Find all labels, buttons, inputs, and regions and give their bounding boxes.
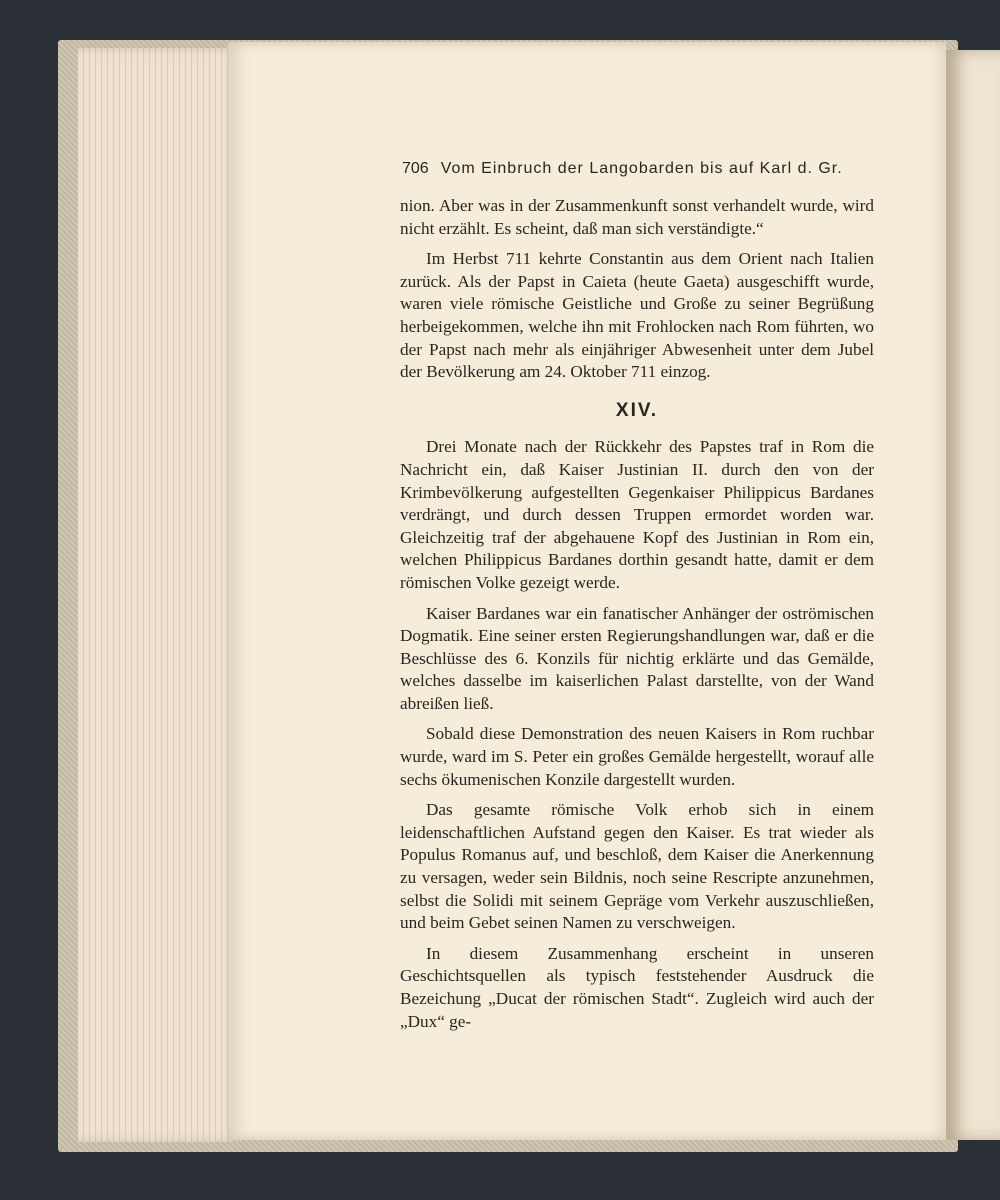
running-head [402, 160, 872, 178]
paragraph: In diesem Zusammenhang erscheint in unseren Geschichtsquellen als typisch feststehender Ausdruck die Bezeichung „Ducat der römischen Stadt“. Zugleich wird auch der „Dux“ ge- [400, 943, 874, 1031]
paragraph: Das gesamte römische Volk erhob sich in einem leidenschaftlichen Aufstand gegen den Kaiser. Es trat wieder als Populus Romanus auf, und beschloß, dem Kaiser die Anerkennung zu versagen, weder sein Bildnis, noch seine Rescripte anzunehmen, selbst die Solidi mit seinem Gepräge vom Verkehr auszuschließen, und beim Gebet seinen Namen zu verschweigen. [400, 800, 874, 933]
page-edges [78, 48, 238, 1142]
paragraph: Kaiser Bardanes war ein fanatischer Anhänger der oströmischen Dogmatik. Eine seiner ersten Regierungshandlungen war, daß er die Beschlüsse des 6. Konzils für nichtig erklärte und das Gemälde, welches dasselbe im kaiserlichen Palast darstellte, von der Wand abreißen ließ. [400, 603, 874, 713]
paragraph: Drei Monate nach der Rückkehr des Papstes traf in Rom die Nachricht ein, daß Kaiser Justinian II. durch den von der Krimbevölkerung aufgestellten Gegenkaiser Philippicus Bardanes verdrängt, und durch dessen Truppen ermordet worden war. Gleichzeitig traf der abgehauene Kopf des Justinian in Rom ein, welchen Philippicus Bardanes dorthin gesandt hatte, damit er dem römischen Volke gezeigt werde. [400, 437, 874, 592]
page-number: 706 [402, 160, 429, 177]
paragraph: nion. Aber was in der Zusammenkunft sonst verhandelt wurde, wird nicht erzählt. Es scheint, daß man sich verständigte.“ [400, 196, 874, 238]
page-body [400, 195, 874, 1041]
next-page-edge [946, 50, 1000, 1140]
paragraph: Sobald diese Demonstration des neuen Kaisers in Rom ruchbar wurde, ward im S. Peter ein großes Gemälde hergestellt, worauf alle sechs ökumenischen Konzile dargestellt wurden. [400, 724, 874, 789]
running-head-title: Vom Einbruch der Langobarden bis auf Karl d. Gr. [440, 160, 843, 177]
paragraph: Im Herbst 711 kehrte Constantin aus dem Orient nach Italien zurück. Als der Papst in Caieta (heute Gaeta) ausgeschifft wurde, waren viele römische Geistliche und Große zu seiner Begrüßung herbeigekommen, welche ihn mit Frohlocken nach Rom führten, wo der Papst nach mehr als einjähriger Abwesenheit unter dem Jubel der Bevölkerung am 24. Oktober 711 einzog. [400, 249, 874, 382]
chapter-heading: XIV. [615, 399, 659, 421]
